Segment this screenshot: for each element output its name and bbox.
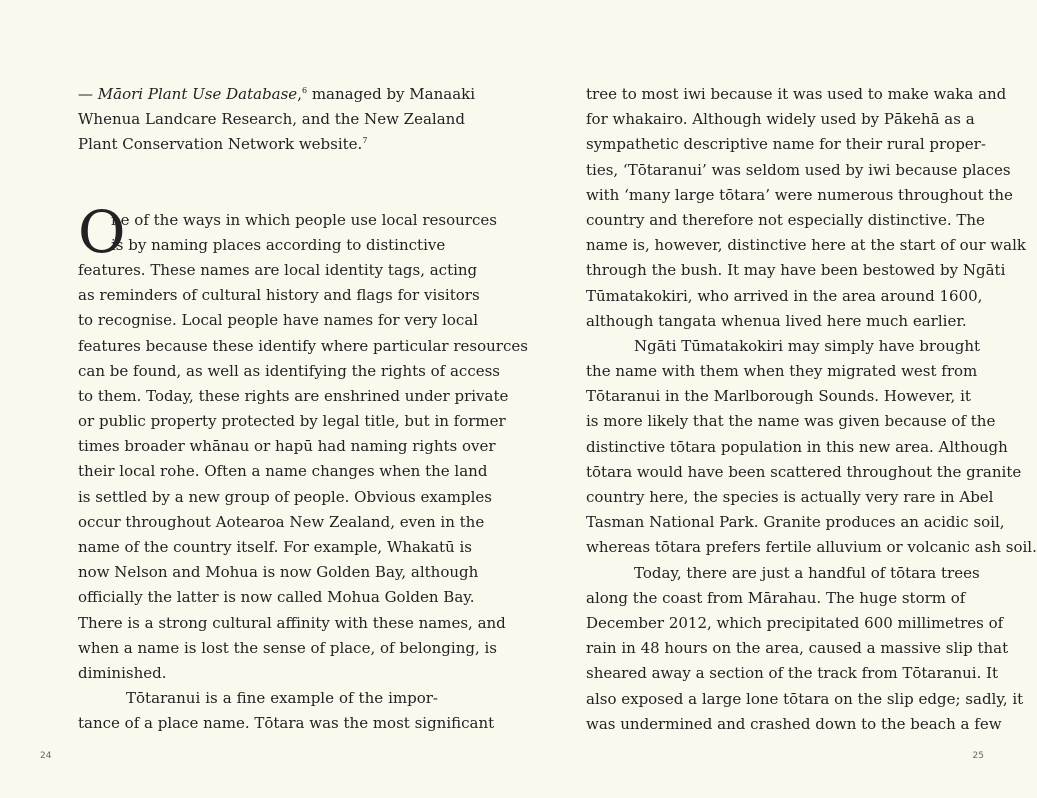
citation-line: Whenua Landcare Research, and the New Zealand — [78, 110, 465, 129]
text-line: name of the country itself. For example, Whakatū is — [78, 538, 472, 556]
text-line: the name with them when they migrated west from — [586, 362, 978, 381]
text-line: December 2012, which precipitated 600 millimetres of — [586, 613, 1004, 632]
text-line: occur throughout Aotearoa New Zealand, even in the — [78, 512, 485, 531]
drop-cap: O — [78, 197, 126, 266]
text-line: whereas tōtara prefers fertile alluvium or volcanic ash soil. — [586, 538, 1037, 557]
citation-block — [78, 82, 476, 158]
text-line: diminished. — [78, 663, 167, 682]
text-line: is more likely that the name was given because of the — [586, 412, 996, 431]
text-line: name is, however, distinctive here at the start of our walk — [586, 236, 1026, 255]
text-line: now Nelson and Mohua is now Golden Bay, although — [78, 563, 479, 582]
text-line: or public property protected by legal title, but in former — [78, 412, 506, 431]
text-line: features. These names are local identity tags, acting — [78, 260, 478, 279]
text-line: Tasman National Park. Granite produces an acidic soil, — [586, 513, 1005, 532]
paragraph — [586, 334, 1037, 561]
text-line: features because these identify where particular resources — [78, 336, 528, 355]
paragraph — [586, 561, 1024, 737]
text-line: tree to most iwi because it was used to make waka and — [586, 85, 1007, 103]
text-line: to them. Today, these rights are enshrined under private — [78, 386, 509, 405]
paragraph — [78, 197, 528, 687]
paragraph — [78, 686, 495, 736]
text-line: officially the latter is now called Mohua Golden Bay. — [78, 588, 475, 607]
text-line: although tangata whenua lived here much earlier. — [586, 311, 967, 330]
text-line: is by naming places according to distinctive — [111, 235, 446, 254]
footnote-ref[interactable]: 6 — [301, 86, 308, 95]
text-line: also exposed a large lone tōtara on the slip edge; sadly, it — [586, 689, 1024, 708]
footnote-ref[interactable]: 7 — [362, 136, 368, 146]
text-line: tance of a place name. Tōtara was the most significant — [78, 714, 495, 733]
text-line: country here, the species is actually very rare in Abel — [586, 488, 994, 506]
text-line: was undermined and crashed down to the beach a few — [586, 714, 1002, 733]
paragraph — [586, 82, 1026, 334]
text-line: country and therefore not especially distinctive. The — [586, 210, 985, 229]
text-line: distinctive tōtara population in this new area. Although — [586, 437, 1008, 456]
right-page — [512, 0, 1037, 798]
text-line: along the coast from Mārahau. The huge storm of — [586, 588, 966, 607]
text-line: through the bush. It may have been bestowed by Ngāti — [586, 261, 1006, 280]
text-line: Tōtaranui in the Marlborough Sounds. However, it — [586, 387, 971, 406]
text-line: times broader whānau or hapū had naming rights over — [78, 437, 496, 456]
page-number: 24 — [40, 751, 52, 761]
citation-line: — Māori Plant Use Database,$^6$ managed by Manaaki — [78, 85, 476, 103]
left-text-column — [78, 82, 528, 737]
text-line: when a name is lost the sense of place, of belonging, is — [78, 638, 498, 657]
text-line: their local rohe. Often a name changes when the land — [78, 462, 488, 481]
text-line: sheared away a section of the track from Tōtaranui. It — [586, 664, 999, 683]
text-line: tōtara would have been scattered throughout the granite — [586, 462, 1022, 481]
text-line: ties, ‘Tōtaranui’ was seldom used by iwi because places — [586, 160, 1011, 179]
page-number: 25 — [972, 751, 984, 761]
text-line: Today, there are just a handful of tōtara trees — [634, 563, 980, 582]
citation-line: Plant Conservation Network website.$^7$ — [78, 135, 368, 154]
text-line: Tōtaranui is a fine example of the impor- — [126, 689, 438, 708]
text-line: can be found, as well as identifying the rights of access — [78, 361, 500, 380]
text-line: as reminders of cultural history and flags for visitors — [78, 286, 480, 305]
text-line: ne of the ways in which people use local resources — [111, 210, 497, 229]
text-line: for whakairo. Although widely used by Pākehā as a — [586, 110, 975, 129]
text-line: is settled by a new group of people. Obvious examples — [78, 487, 492, 506]
text-line: sympathetic descriptive name for their rural proper- — [586, 135, 986, 154]
text-line: There is a strong cultural affinity with these names, and — [78, 613, 506, 632]
text-line: to recognise. Local people have names for very local — [78, 311, 479, 330]
text-line: Tūmatakokiri, who arrived in the area around 1600, — [586, 286, 983, 305]
database-title: Māori Plant Use Database — [97, 85, 298, 103]
text-line: rain in 48 hours on the area, caused a massive slip that — [586, 639, 1009, 658]
text-line: with ‘many large tōtara’ were numerous throughout the — [586, 185, 1013, 204]
right-text-column — [586, 82, 1037, 737]
text-line: Ngāti Tūmatakokiri may simply have brought — [634, 336, 981, 355]
